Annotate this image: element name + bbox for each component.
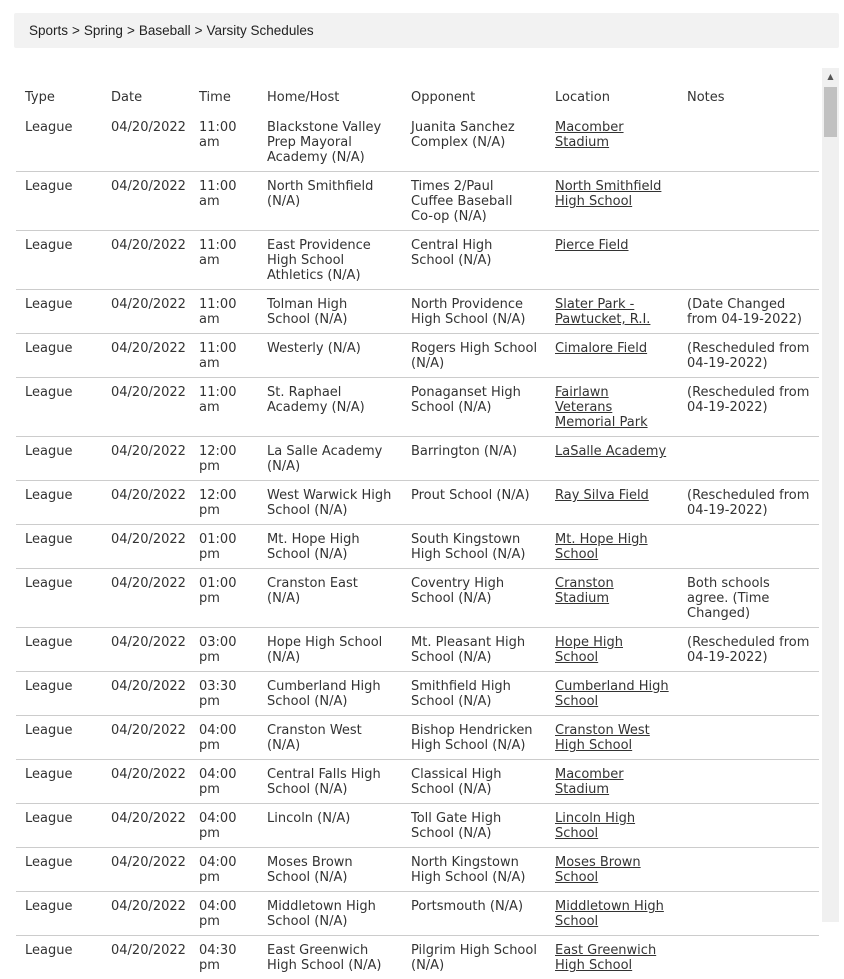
header-location: Location (546, 70, 678, 113)
cell-notes (678, 892, 819, 936)
cell-opponent: Pilgrim High School (N/A) (402, 936, 546, 979)
table-row (16, 437, 819, 481)
cell-home: La Salle Academy (N/A) (258, 437, 402, 481)
cell-location (546, 936, 678, 979)
cell-time: 04:00 pm (190, 892, 258, 936)
header-time: Time (190, 70, 258, 113)
cell-type: League (16, 525, 102, 569)
breadcrumb-item-current: Varsity Schedules (207, 23, 314, 38)
table-row (16, 172, 819, 231)
cell-date: 04/20/2022 (102, 378, 190, 437)
cell-opponent: Bishop Hendricken High School (N/A) (402, 716, 546, 760)
cell-notes (678, 231, 819, 290)
cell-opponent: Barrington (N/A) (402, 437, 546, 481)
location-link[interactable]: Cumberland High School (555, 679, 669, 709)
cell-date: 04/20/2022 (102, 848, 190, 892)
cell-notes: (Rescheduled from 04-19-2022) (678, 628, 819, 672)
cell-notes (678, 848, 819, 892)
cell-type: League (16, 231, 102, 290)
cell-home: Tolman High School (N/A) (258, 290, 402, 334)
table-row (16, 628, 819, 672)
cell-date: 04/20/2022 (102, 525, 190, 569)
cell-notes: (Rescheduled from 04-19-2022) (678, 334, 819, 378)
table-row (16, 892, 819, 936)
schedule-table (16, 70, 819, 979)
breadcrumb (14, 13, 839, 48)
cell-date: 04/20/2022 (102, 892, 190, 936)
cell-time: 11:00 am (190, 231, 258, 290)
cell-opponent: Coventry High School (N/A) (402, 569, 546, 628)
cell-date: 04/20/2022 (102, 290, 190, 334)
cell-home: Moses Brown School (N/A) (258, 848, 402, 892)
cell-date: 04/20/2022 (102, 172, 190, 231)
cell-time: 11:00 am (190, 290, 258, 334)
cell-home: Lincoln (N/A) (258, 804, 402, 848)
location-link[interactable]: LaSalle Academy (555, 444, 666, 459)
cell-time: 04:00 pm (190, 760, 258, 804)
header-opponent: Opponent (402, 70, 546, 113)
cell-home: East Providence High School Athletics (N/A) (258, 231, 402, 290)
cell-home: West Warwick High School (N/A) (258, 481, 402, 525)
location-link[interactable]: Cranston West High School (555, 723, 650, 753)
table-row (16, 804, 819, 848)
cell-date: 04/20/2022 (102, 804, 190, 848)
location-link[interactable]: Fairlawn Veterans Memorial Park (555, 385, 648, 430)
cell-home: Central Falls High School (N/A) (258, 760, 402, 804)
table-row (16, 290, 819, 334)
table-row (16, 760, 819, 804)
cell-location (546, 290, 678, 334)
location-link[interactable]: Cranston Stadium (555, 576, 614, 606)
cell-type: League (16, 378, 102, 437)
cell-date: 04/20/2022 (102, 569, 190, 628)
cell-notes (678, 672, 819, 716)
cell-time: 03:30 pm (190, 672, 258, 716)
cell-location (546, 569, 678, 628)
cell-time: 11:00 am (190, 334, 258, 378)
cell-home: Blackstone Valley Prep Mayoral Academy (N/A) (258, 113, 402, 172)
table-header-row (16, 70, 819, 113)
cell-home: Westerly (N/A) (258, 334, 402, 378)
cell-type: League (16, 113, 102, 172)
cell-time: 11:00 am (190, 172, 258, 231)
cell-date: 04/20/2022 (102, 716, 190, 760)
header-date: Date (102, 70, 190, 113)
cell-type: League (16, 628, 102, 672)
cell-type: League (16, 936, 102, 979)
cell-type: League (16, 481, 102, 525)
table-row (16, 672, 819, 716)
header-type: Type (16, 70, 102, 113)
location-link[interactable]: Cimalore Field (555, 341, 647, 356)
cell-notes (678, 525, 819, 569)
cell-notes: (Date Changed from 04-19-2022) (678, 290, 819, 334)
cell-type: League (16, 569, 102, 628)
breadcrumb-item-baseball[interactable]: Baseball (139, 23, 191, 38)
table-row (16, 113, 819, 172)
header-notes: Notes (678, 70, 819, 113)
cell-opponent: Smithfield High School (N/A) (402, 672, 546, 716)
cell-date: 04/20/2022 (102, 437, 190, 481)
location-link[interactable]: Macomber Stadium (555, 120, 624, 150)
cell-time: 04:00 pm (190, 804, 258, 848)
table-row (16, 716, 819, 760)
location-link[interactable]: Slater Park - Pawtucket, R.I. (555, 297, 650, 327)
cell-location (546, 525, 678, 569)
location-link[interactable]: East Greenwich High School (555, 943, 656, 973)
cell-home: Middletown High School (N/A) (258, 892, 402, 936)
cell-notes: (Rescheduled from 04-19-2022) (678, 481, 819, 525)
cell-date: 04/20/2022 (102, 760, 190, 804)
cell-time: 12:00 pm (190, 437, 258, 481)
cell-opponent: Toll Gate High School (N/A) (402, 804, 546, 848)
cell-time: 01:00 pm (190, 525, 258, 569)
cell-location (546, 716, 678, 760)
cell-home: St. Raphael Academy (N/A) (258, 378, 402, 437)
cell-time: 12:00 pm (190, 481, 258, 525)
cell-notes: (Rescheduled from 04-19-2022) (678, 378, 819, 437)
breadcrumb-separator: > (195, 23, 203, 38)
table-row (16, 936, 819, 979)
table-row (16, 525, 819, 569)
cell-location (546, 672, 678, 716)
cell-opponent: Mt. Pleasant High School (N/A) (402, 628, 546, 672)
breadcrumb-item-spring[interactable]: Spring (84, 23, 123, 38)
cell-location (546, 481, 678, 525)
cell-opponent: Prout School (N/A) (402, 481, 546, 525)
vertical-scrollbar[interactable] (822, 68, 839, 922)
breadcrumb-separator: > (72, 23, 80, 38)
cell-type: League (16, 334, 102, 378)
table-row (16, 481, 819, 525)
cell-time: 11:00 am (190, 113, 258, 172)
cell-time: 04:00 pm (190, 716, 258, 760)
cell-time: 04:30 pm (190, 936, 258, 979)
cell-type: League (16, 172, 102, 231)
location-link[interactable]: Hope High School (555, 635, 623, 665)
cell-date: 04/20/2022 (102, 113, 190, 172)
location-link[interactable]: Pierce Field (555, 238, 629, 253)
cell-opponent: Central High School (N/A) (402, 231, 546, 290)
cell-notes (678, 804, 819, 848)
cell-opponent: Times 2/Paul Cuffee Baseball Co-op (N/A) (402, 172, 546, 231)
cell-notes (678, 172, 819, 231)
cell-location (546, 628, 678, 672)
cell-date: 04/20/2022 (102, 334, 190, 378)
chevron-up-icon[interactable]: ▲ (822, 68, 839, 85)
breadcrumb-separator: > (127, 23, 135, 38)
cell-time: 03:00 pm (190, 628, 258, 672)
cell-notes: Both schools agree. (Time Changed) (678, 569, 819, 628)
cell-opponent: South Kingstown High School (N/A) (402, 525, 546, 569)
cell-location (546, 760, 678, 804)
location-link[interactable]: Macomber Stadium (555, 767, 624, 797)
table-row (16, 231, 819, 290)
cell-location (546, 334, 678, 378)
cell-notes (678, 760, 819, 804)
location-link[interactable]: Moses Brown School (555, 855, 641, 885)
cell-home: Cranston East (N/A) (258, 569, 402, 628)
cell-type: League (16, 672, 102, 716)
location-link[interactable]: North Smithfield High School (555, 179, 661, 209)
cell-opponent: North Kingstown High School (N/A) (402, 848, 546, 892)
cell-home: Cumberland High School (N/A) (258, 672, 402, 716)
cell-home: Hope High School (N/A) (258, 628, 402, 672)
cell-opponent: Ponaganset High School (N/A) (402, 378, 546, 437)
cell-home: East Greenwich High School (N/A) (258, 936, 402, 979)
cell-location (546, 172, 678, 231)
table-row (16, 378, 819, 437)
cell-date: 04/20/2022 (102, 231, 190, 290)
location-link[interactable]: Lincoln High School (555, 811, 635, 841)
cell-date: 04/20/2022 (102, 481, 190, 525)
cell-location (546, 378, 678, 437)
breadcrumb-item-sports[interactable]: Sports (29, 23, 68, 38)
cell-date: 04/20/2022 (102, 672, 190, 716)
cell-opponent: Classical High School (N/A) (402, 760, 546, 804)
cell-type: League (16, 437, 102, 481)
location-link[interactable]: Ray Silva Field (555, 488, 649, 503)
location-link[interactable]: Mt. Hope High School (555, 532, 648, 562)
cell-notes (678, 437, 819, 481)
cell-type: League (16, 760, 102, 804)
cell-type: League (16, 716, 102, 760)
scrollbar-thumb[interactable] (824, 87, 837, 137)
cell-time: 11:00 am (190, 378, 258, 437)
cell-notes (678, 113, 819, 172)
cell-location (546, 113, 678, 172)
cell-opponent: Rogers High School (N/A) (402, 334, 546, 378)
cell-home: Cranston West (N/A) (258, 716, 402, 760)
cell-location (546, 231, 678, 290)
cell-notes (678, 936, 819, 979)
cell-date: 04/20/2022 (102, 628, 190, 672)
cell-time: 01:00 pm (190, 569, 258, 628)
cell-type: League (16, 290, 102, 334)
cell-type: League (16, 804, 102, 848)
cell-notes (678, 716, 819, 760)
location-link[interactable]: Middletown High School (555, 899, 664, 929)
cell-location (546, 848, 678, 892)
cell-home: North Smithfield (N/A) (258, 172, 402, 231)
cell-opponent: Juanita Sanchez Complex (N/A) (402, 113, 546, 172)
cell-opponent: North Providence High School (N/A) (402, 290, 546, 334)
table-row (16, 334, 819, 378)
cell-location (546, 437, 678, 481)
cell-date: 04/20/2022 (102, 936, 190, 979)
cell-location (546, 892, 678, 936)
table-row (16, 848, 819, 892)
schedule-table-container (16, 70, 819, 922)
cell-type: League (16, 892, 102, 936)
cell-home: Mt. Hope High School (N/A) (258, 525, 402, 569)
cell-opponent: Portsmouth (N/A) (402, 892, 546, 936)
cell-type: League (16, 848, 102, 892)
cell-time: 04:00 pm (190, 848, 258, 892)
header-home: Home/Host (258, 70, 402, 113)
cell-location (546, 804, 678, 848)
table-row (16, 569, 819, 628)
